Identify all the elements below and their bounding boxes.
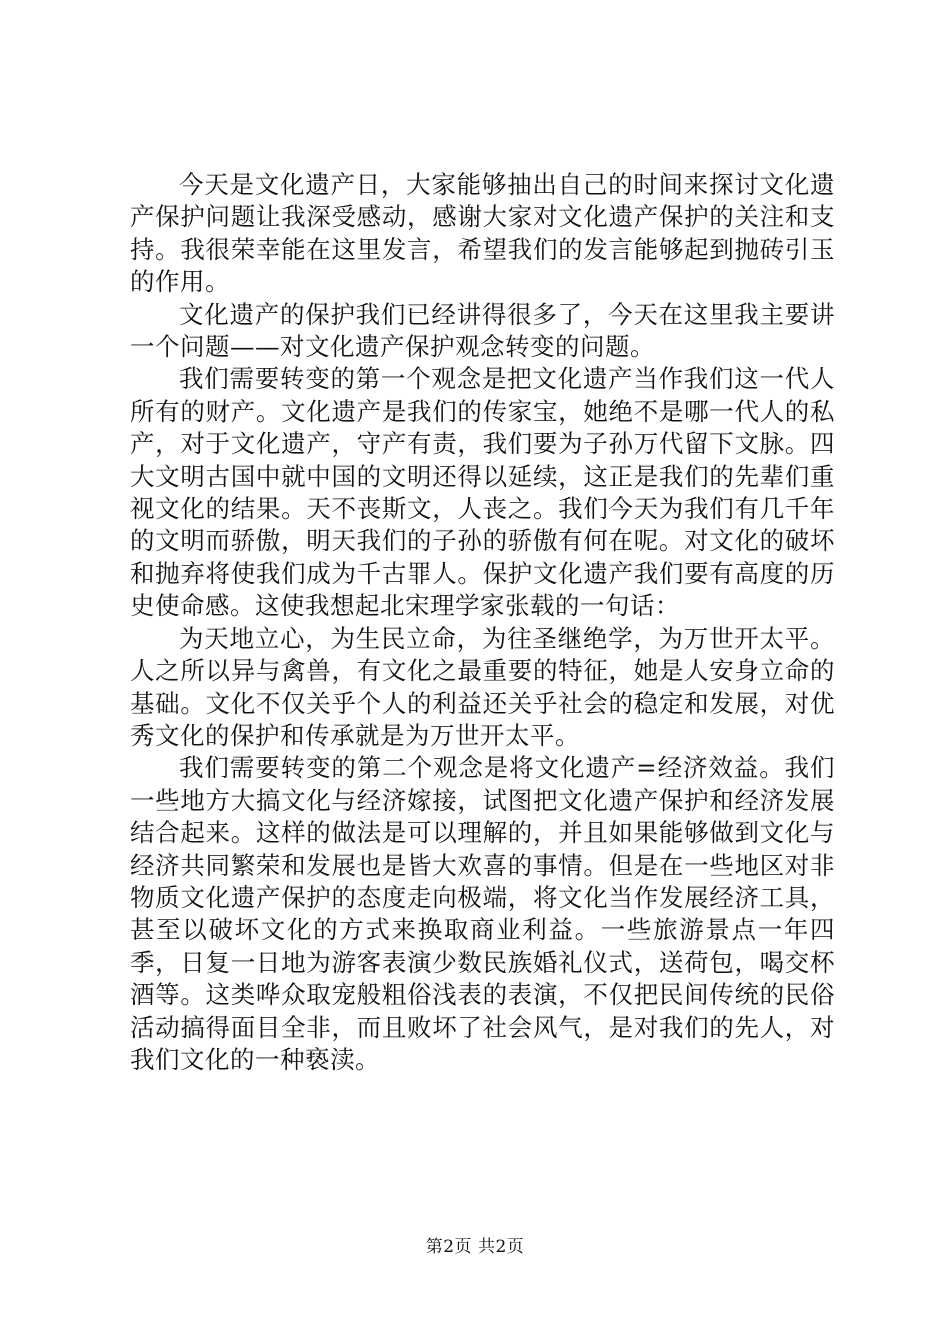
page-footer bbox=[0, 1236, 950, 1258]
paragraph: 为天地立心，为生民立命，为往圣继绝学，为万世开太平。人之所以异与禽兽，有文化之最重要的特征，她是人安身立命的基础。文化不仅关乎个人的利益还关乎社会的稳定和发展，对优秀文化的保护和传承就是为万世开太平。 bbox=[130, 623, 835, 750]
paragraph: 我们需要转变的第一个观念是把文化遗产当作我们这一代人所有的财产。文化遗产是我们的传家宝，她绝不是哪一代人的私产，对于文化遗产，守产有责，我们要为子孙万代留下文脉。四大文明古国中就中国的文明还得以延续，这正是我们的先辈们重视文化的结果。天不丧斯文，人丧之。我们今天为我们有几千年的文明而骄傲，明天我们的子孙的骄傲有何在呢。对文化的破坏和抛弃将使我们成为千古罪人。保护文化遗产我们要有高度的历史使命感。这使我想起北宋理学家张载的一句话： bbox=[130, 364, 835, 621]
document-body bbox=[130, 169, 835, 1076]
page-number-label: 第2页 共2页 bbox=[425, 1237, 525, 1257]
paragraph: 文化遗产的保护我们已经讲得很多了，今天在这里我主要讲一个问题——对文化遗产保护观念转变的问题。 bbox=[130, 299, 835, 362]
paragraph: 今天是文化遗产日，大家能够抽出自己的时间来探讨文化遗产保护问题让我深受感动，感谢大家对文化遗产保护的关注和支持。我很荣幸能在这里发言，希望我们的发言能够起到抛砖引玉的作用。 bbox=[130, 170, 835, 297]
paragraph: 我们需要转变的第二个观念是将文化遗产=经济效益。我们一些地方大搞文化与经济嫁接，试图把文化遗产保护和经济发展结合起来。这样的做法是可以理解的，并且如果能够做到文化与经济共同繁荣和发展也是皆大欢喜的事情。但是在一些地区对非物质文化遗产保护的态度走向极端，将文化当作发展经济工具，甚至以破坏文化的方式来换取商业利益。一些旅游景点一年四季，日复一日地为游客表演少数民族婚礼仪式，送荷包，喝交杯酒等。这类哗众取宠般粗俗浅表的表演，不仅把民间传统的民俗活动搞得面目全非，而且败坏了社会风气，是对我们的先人，对我们文化的一种亵渎。 bbox=[130, 753, 835, 1074]
